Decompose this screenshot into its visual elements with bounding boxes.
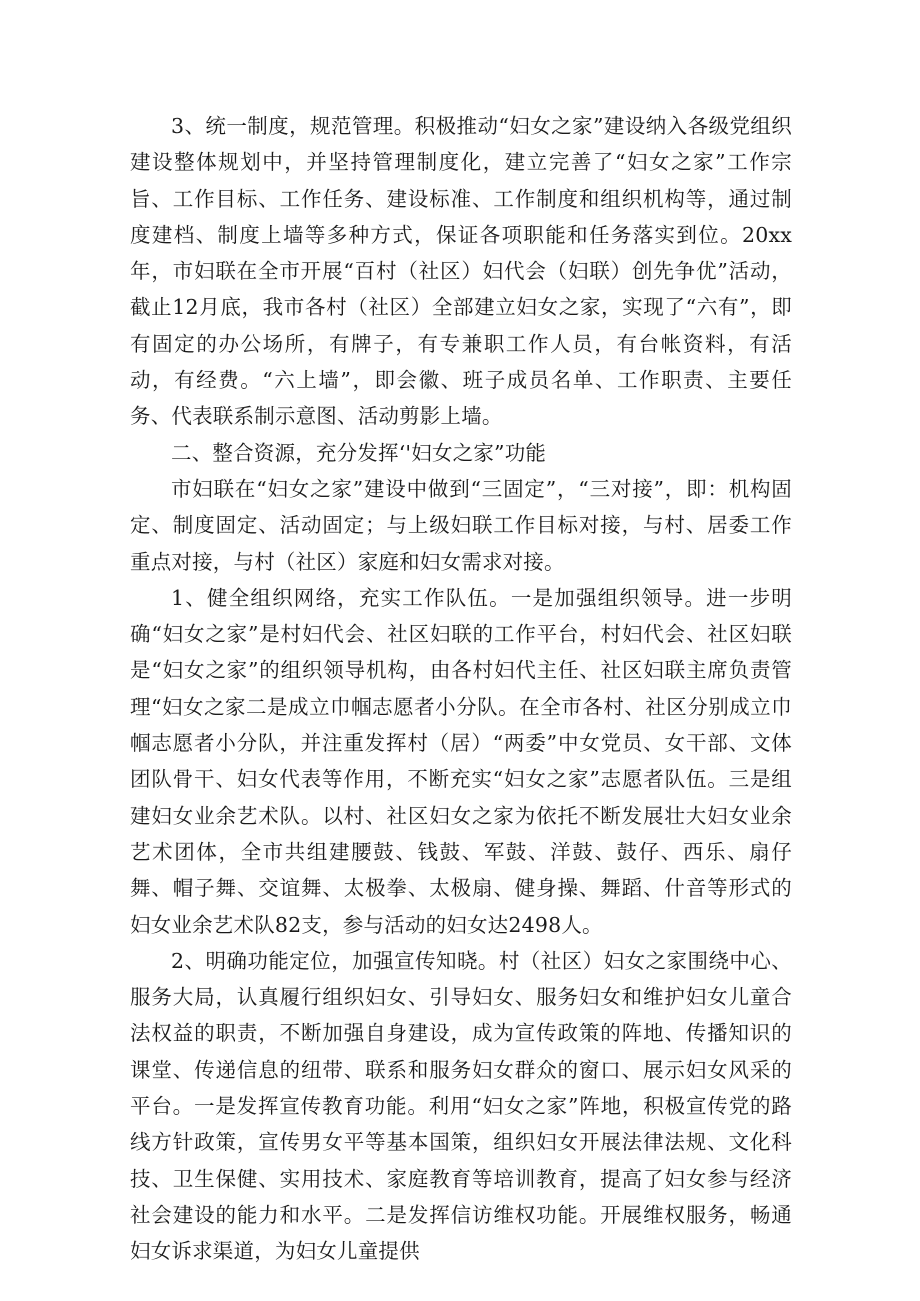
section-heading-integrate-resources: 二、整合资源，充分发挥‘'妇女之家”功能 [171, 440, 547, 465]
paragraph-organization-network: 1、健全组织网络，充实工作队伍。一是加强组织领导。进一步明确“妇女之家”是村妇代会、社区妇联的工作平台，村妇代会、社区妇联是“妇女之家”的组织领导机构，由各村妇代主任、社区妇联主席负责管理“妇女之家二是成立巾帼志愿者小分队。在全市各村、社区分别成立巾帼志愿者小分队，并注重发挥村（居）“两委”中女党员、女干部、文体团队骨干、妇女代表等作用，不断充实“妇女之家”志愿者队伍。三是组建妇女业余艺术队。以村、社区妇女之家为依托不断发展壮大妇女业余艺术团体，全市共组建腰鼓、钱鼓、军鼓、洋鼓、鼓仔、西乐、扇仔舞、帽子舞、交谊舞、太极拳、太极扇、健身操、舞蹈、什音等形式的妇女业余艺术队82支，参与活动的妇女达2498人。 [130, 585, 792, 937]
paragraph-management-system: 3、统一制度，规范管理。积极推动“妇女之家”建设纳入各级党组织建设整体规划中，并坚持管理制度化，建立完善了“妇女之家”工作宗旨、工作目标、工作任务、建设标准、工作制度和组织机构等，通过制度建档、制度上墙等多种方式，保证各项职能和任务落实到位。20xx年，市妇联在全市开展“百村（社区）妇代会（妇联）创先争优”活动，截止12月底，我市各村（社区）全部建立妇女之家，实现了“六有”，即有固定的办公场所，有牌子，有专兼职工作人员，有台帐资料，有活动，有经费。“六上墙”，即会徽、班子成员名单、工作职责、主要任务、代表联系制示意图、活动剪影上墙。 [130, 114, 792, 429]
paragraph-three-fixed-three-connect: 市妇联在“妇女之家”建设中做到“三固定”，“三对接”，即：机构固定、制度固定、活动固定；与上级妇联工作目标对接，与村、居委工作重点对接，与村（社区）家庭和妇女需求对接。 [130, 476, 792, 574]
paragraph-function-positioning: 2、明确功能定位，加强宣传知晓。村（社区）妇女之家围绕中心、服务大局，认真履行组织妇女、引导妇女、服务妇女和维护妇女儿童合法权益的职责，不断加强自身建设，成为宣传政策的阵地、传播知识的课堂、传递信息的纽带、联系和服务妇女群众的窗口、展示妇女风采的平台。一是发挥宣传教育功能。利用“妇女之家”阵地，积极宣传党的路线方针政策，宣传男女平等基本国策，组织妇女开展法律法规、文化科技、卫生保健、实用技术、家庭教育等培训教育，提高了妇女参与经济社会建设的能力和水平。二是发挥信访维权功能。开展维权服务，畅通妇女诉求渠道，为妇女儿童提供 [130, 948, 792, 1264]
document-body [130, 108, 792, 1270]
